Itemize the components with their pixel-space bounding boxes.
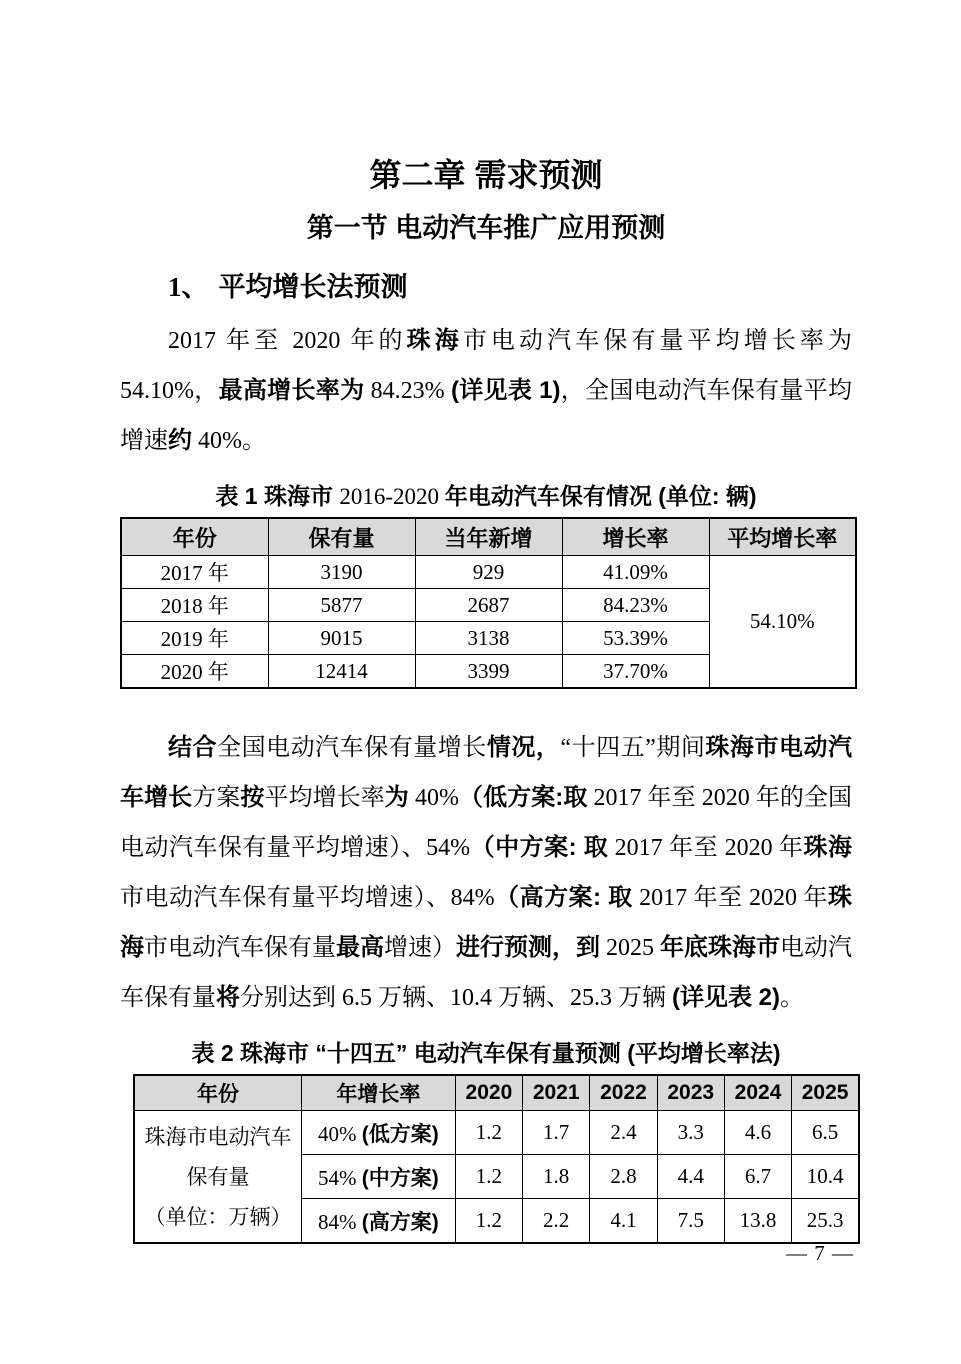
table-row bbox=[121, 556, 856, 589]
text-run: (中方案) bbox=[361, 1166, 439, 1190]
text-run: 年底珠海市 bbox=[660, 934, 780, 961]
text-run: 增速） bbox=[384, 935, 456, 961]
table-cell: 37.70% bbox=[562, 655, 709, 689]
paragraph-growth-rate bbox=[120, 316, 852, 466]
text-run: 年电动汽车保有情况 (单位: 辆) bbox=[444, 483, 757, 509]
text-run: 2017 年至 2020 年 bbox=[632, 885, 828, 911]
text-run: 按 bbox=[240, 784, 265, 811]
text-run: 市电动汽车保有量 bbox=[144, 935, 336, 961]
text-run: 情况， bbox=[486, 734, 561, 761]
value-cell: 1.8 bbox=[523, 1155, 590, 1199]
value-cell: 25.3 bbox=[792, 1199, 859, 1244]
row-label-line: 保有量 bbox=[186, 1164, 250, 1189]
scenario-cell bbox=[302, 1199, 456, 1244]
text-run: (详见表 1) bbox=[450, 377, 561, 404]
value-cell: 1.2 bbox=[455, 1111, 522, 1155]
value-cell: 1.2 bbox=[455, 1199, 522, 1244]
text-run: “十四五”期间 bbox=[560, 735, 706, 761]
text-run: 84% bbox=[318, 1209, 362, 1234]
text-run: （高方案: 取 bbox=[494, 884, 633, 911]
table1-header-row bbox=[121, 518, 856, 556]
value-cell: 3.3 bbox=[657, 1111, 724, 1155]
text-run: 54% bbox=[318, 1165, 362, 1190]
text-run: 电动汽车保有量 bbox=[120, 935, 852, 1011]
text-run: 平均增长率 bbox=[264, 785, 385, 811]
page-number: — 7 — bbox=[786, 1241, 854, 1265]
column-header: 平均增长率 bbox=[709, 518, 856, 556]
table-cell: 9015 bbox=[268, 622, 415, 655]
table2-caption bbox=[120, 1037, 852, 1070]
table-cell: 12414 bbox=[268, 655, 415, 689]
text-run: (高方案) bbox=[361, 1210, 439, 1234]
text-run: 结合 bbox=[168, 734, 218, 761]
text-run: 2017 年至 2020 年 bbox=[608, 835, 804, 861]
text-run: 市电动汽车保有量平均增长率为 54.10%， bbox=[120, 328, 853, 404]
table-cell: 41.09% bbox=[562, 556, 709, 589]
chapter-title: 第二章 需求预测 bbox=[369, 157, 603, 193]
text-run: (低方案) bbox=[361, 1122, 439, 1146]
heading-text: 平均增长法预测 bbox=[218, 272, 408, 302]
text-run: ，全国电动汽车保有量平均增速 bbox=[120, 378, 853, 454]
text-run: 到 bbox=[576, 934, 600, 961]
table-cell: 2018 年 bbox=[121, 589, 268, 622]
text-run: 分别达到 6.5 万辆、10.4 万辆、25.3 万辆 bbox=[240, 985, 672, 1011]
text-run: 进行预测， bbox=[456, 934, 576, 961]
text-run: 最高 bbox=[336, 934, 384, 961]
text-run: (详见表 2) bbox=[672, 984, 780, 1011]
value-cell: 4.6 bbox=[724, 1111, 791, 1155]
merged-average-cell: 54.10% bbox=[709, 556, 856, 689]
text-run: 将 bbox=[216, 984, 240, 1011]
column-header: 2025 bbox=[792, 1075, 859, 1111]
table-ev-ownership-2016-2020 bbox=[120, 517, 857, 689]
table-cell: 3138 bbox=[415, 622, 562, 655]
text-run: 为 bbox=[384, 784, 409, 811]
value-cell: 2.2 bbox=[523, 1199, 590, 1244]
text-run: 40% bbox=[408, 785, 459, 811]
column-header: 2024 bbox=[724, 1075, 791, 1111]
text-run: 珠海 bbox=[120, 884, 852, 961]
value-cell: 4.1 bbox=[590, 1199, 657, 1244]
row-label-line: （单位：万辆） bbox=[144, 1204, 292, 1229]
value-cell: 4.4 bbox=[657, 1155, 724, 1199]
table-cell: 929 bbox=[415, 556, 562, 589]
value-cell: 7.5 bbox=[657, 1199, 724, 1244]
text-run: 表 1 珠海市 bbox=[215, 483, 340, 509]
column-header: 年增长率 bbox=[302, 1075, 456, 1111]
value-cell: 2.4 bbox=[590, 1111, 657, 1155]
value-cell: 2.8 bbox=[590, 1155, 657, 1199]
text-run: 最高增长率为 bbox=[218, 377, 365, 404]
text-run: 约 bbox=[168, 427, 192, 454]
value-cell: 10.4 bbox=[792, 1155, 859, 1199]
value-cell: 1.2 bbox=[455, 1155, 522, 1199]
text-run: 珠海 bbox=[803, 834, 853, 861]
text-run: 84.23% bbox=[364, 378, 451, 404]
text-run: 2017 年至 2020 年的全国电动汽车保有量平均增速）、54% bbox=[120, 785, 853, 861]
text-run: （中方案: 取 bbox=[470, 834, 609, 861]
table-row bbox=[134, 1111, 859, 1155]
page-content bbox=[120, 154, 852, 1244]
value-cell: 6.5 bbox=[792, 1111, 859, 1155]
column-header: 增长率 bbox=[562, 518, 709, 556]
text-run: 40%。 bbox=[192, 428, 266, 454]
row-label-line: 珠海市电动汽车 bbox=[144, 1124, 292, 1149]
section-title: 第一节 电动汽车推广应用预测 bbox=[306, 213, 666, 243]
table-cell: 53.39% bbox=[562, 622, 709, 655]
value-cell: 1.7 bbox=[523, 1111, 590, 1155]
column-header: 2021 bbox=[523, 1075, 590, 1111]
table-cell: 2019 年 bbox=[121, 622, 268, 655]
column-header: 当年新增 bbox=[415, 518, 562, 556]
text-run: 方案 bbox=[192, 785, 241, 811]
table1-caption bbox=[120, 480, 852, 513]
scenario-cell bbox=[302, 1111, 456, 1155]
text-run: 2017 年至 2020 年的 bbox=[168, 328, 407, 354]
text-run: 表 2 珠海市 “十四五” 电动汽车保有量预测 bbox=[191, 1040, 628, 1066]
table2-header-row bbox=[134, 1075, 859, 1111]
text-run: 2025 bbox=[600, 935, 660, 961]
table-cell: 5877 bbox=[268, 589, 415, 622]
table2-body bbox=[134, 1075, 859, 1243]
merged-row-label bbox=[134, 1111, 302, 1244]
value-cell: 6.7 bbox=[724, 1155, 791, 1199]
table-cell: 2687 bbox=[415, 589, 562, 622]
column-header: 2020 bbox=[455, 1075, 522, 1111]
table-cell: 3399 bbox=[415, 655, 562, 689]
text-run: 珠海 bbox=[406, 327, 463, 354]
table-cell: 3190 bbox=[268, 556, 415, 589]
column-header: 保有量 bbox=[268, 518, 415, 556]
column-header: 2023 bbox=[657, 1075, 724, 1111]
text-run: 全国电动汽车保有量增长 bbox=[217, 735, 487, 761]
text-run: 。 bbox=[780, 985, 804, 1011]
text-run: 珠海市电动汽车增长 bbox=[120, 734, 853, 811]
text-run: 市电动汽车保有量平均增速）、84% bbox=[120, 885, 495, 911]
table-cell: 84.23% bbox=[562, 589, 709, 622]
heading-number: 1、 bbox=[168, 272, 209, 302]
paragraph-forecast-scenarios bbox=[120, 723, 852, 1023]
scenario-cell bbox=[302, 1155, 456, 1199]
table-cell: 2017 年 bbox=[121, 556, 268, 589]
table1-body bbox=[121, 518, 856, 688]
text-run: 40% bbox=[318, 1121, 362, 1146]
table-ev-ownership-forecast bbox=[133, 1074, 860, 1244]
text-run: （低方案:取 bbox=[458, 784, 588, 811]
text-run: 2016-2020 bbox=[339, 484, 445, 509]
text-run: (平均增长率法) bbox=[627, 1040, 781, 1066]
heading-average-growth-method bbox=[120, 268, 852, 306]
column-header: 年份 bbox=[121, 518, 268, 556]
table-cell: 2020 年 bbox=[121, 655, 268, 689]
column-header: 年份 bbox=[134, 1075, 302, 1111]
column-header: 2022 bbox=[590, 1075, 657, 1111]
value-cell: 13.8 bbox=[724, 1199, 791, 1244]
